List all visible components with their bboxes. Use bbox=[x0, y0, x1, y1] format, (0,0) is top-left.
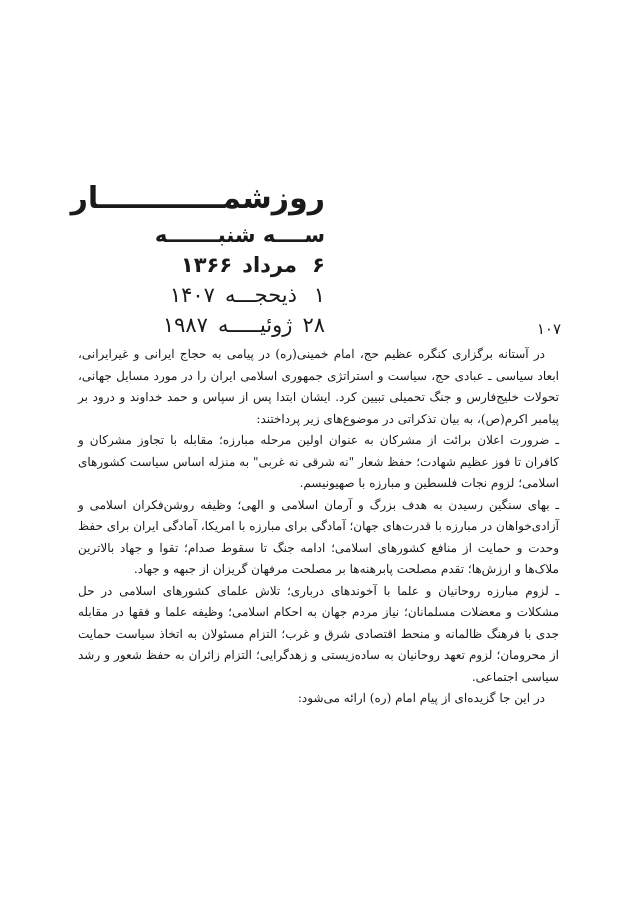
date-gregorian-year: ۱۹۸۷ bbox=[162, 313, 208, 337]
entry-body bbox=[78, 344, 559, 710]
weekday-label: ســــه شنبـــــــه bbox=[154, 223, 325, 247]
page-title: روزشمــــــــــــار bbox=[70, 181, 325, 216]
paragraph-item-1: ـ ضرورت اعلان برائت از مشرکان به عنوان اولین مرحله مبارزه؛ مقابله با تجاوز مشرکان و کافران تا فوز عظیم شهادت؛ حفظ شعار "نه شرقی نه غربی" به منزله اساس سیاست کشورهای اسلامی؛ لزوم نجات فلسطین و مبارزه با صهیونیسم. bbox=[78, 433, 559, 490]
entry-number: ۱۰۷ bbox=[536, 320, 561, 338]
date-gregorian-month: ژوئیـــــه bbox=[217, 313, 293, 337]
paragraph-item-3: ـ لزوم مبارزه روحانیان و علما با آخوندهای درباری؛ تلاش علمای کشورهای اسلامی در حل مشکلات و معضلات مسلمانان؛ نیاز مردم جهان به احکام اسلامی؛ وظیفه علما و فقها در مقابله جدی با فرهنگ ظالمانه و منحط اقتصادی شرق و غرب؛ التزام مسئولان به اتخاذ سیاست حمایت از محرومان؛ لزوم تعهد روحانیان به ساده‌زیستی و زهدگرایی؛ التزام زائران به حفظ شعور و رشد سیاسی اجتماعی. bbox=[78, 583, 559, 684]
paragraph-closing: در این جا گزیده‌ای از پیام امام (ره) ارائه می‌شود: bbox=[297, 691, 545, 705]
date-solar-day: ۶ bbox=[312, 253, 325, 277]
date-solar-year: ۱۳۶۶ bbox=[180, 253, 233, 277]
date-solar bbox=[75, 250, 325, 280]
date-lunar bbox=[75, 280, 325, 310]
chronicle-heading bbox=[70, 181, 325, 340]
paragraph-item-2: ـ بهای سنگین رسیدن به هدف بزرگ و آرمان اسلامی و الهی؛ وظیفه روشن‌فکران اسلامی و آزادی‌خواهان در مبارزه با قدرت‌های جهان؛ آمادگی برای مبارزه با امریکا، آمادگی ایران برای حفظ وحدت و حمایت از منافع کشورهای اسلامی؛ ادامه جنگ تا سقوط صدام؛ تقوا و جهاد بالاترین ملاک‌ها و ارزش‌ها؛ تقدم مصلحت پابرهنه‌ها بر مصلحت مرفهان گریزان از جبهه و جهاد. bbox=[78, 497, 559, 576]
date-lunar-day: ۱ bbox=[313, 283, 325, 307]
paragraph-intro: در آستانه برگزاری کنگره عظیم حج، امام خمینی(ره) در پیامی به حجاج ایرانی و غیرایرانی، ابعاد سیاسی ـ عبادی حج، سیاست و استراتژی جمهوری اسلامی ایران را در مورد مسایل جهانی، تحولات خلیج‌فارس و جنگ تحمیلی تبیین کرد. ایشان ابتدا پس از سپاس و حمد خداوند و درود بر پیامبر اکرم(ص)، به بیان تذکراتی در موضوع‌های زیر پرداختند: bbox=[78, 347, 559, 426]
date-gregorian bbox=[75, 310, 325, 340]
date-lunar-month: ذیحجـــه bbox=[224, 283, 297, 307]
date-lunar-year: ۱۴۰۷ bbox=[169, 283, 215, 307]
date-gregorian-day: ۲۸ bbox=[302, 313, 325, 337]
date-solar-month: مرداد bbox=[242, 253, 297, 277]
